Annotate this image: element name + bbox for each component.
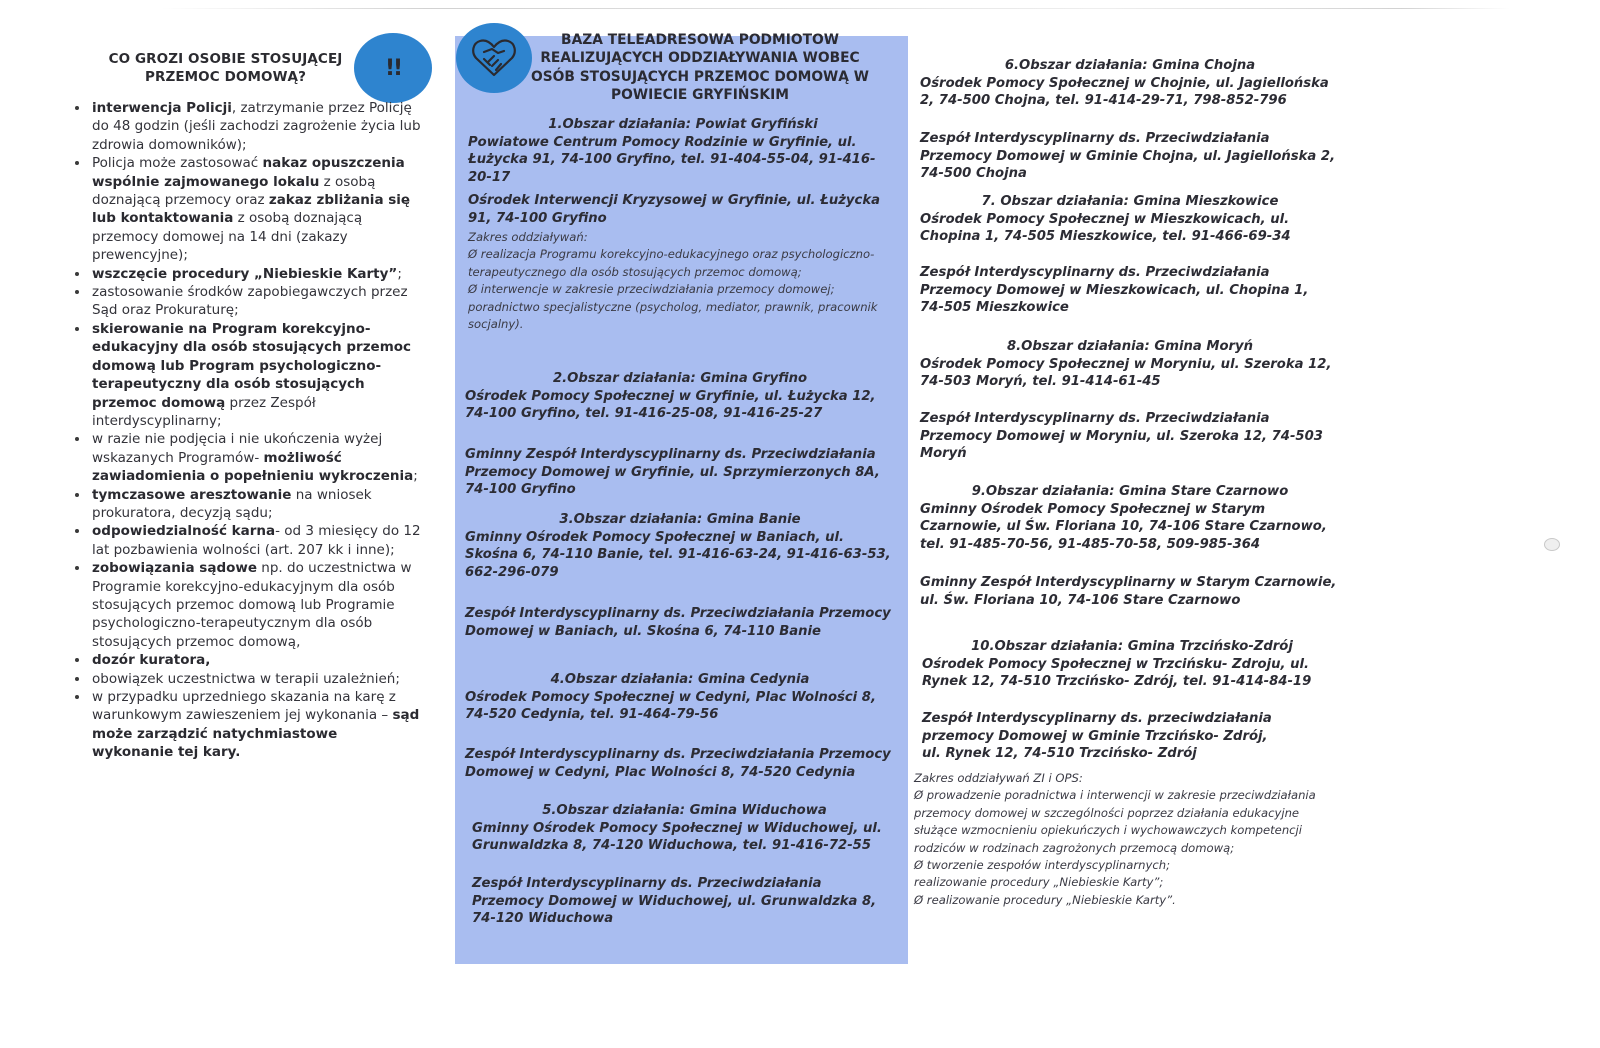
area-1-heading: 1.Obszar działania: Powiat Gryfiński — [548, 117, 818, 132]
area-7-body: Ośrodek Pomocy Społecznej w Mieszkowicach, ul. Chopina 1, 74-505 Mieszkowice, tel. 91-466-69-34 — [920, 211, 1291, 245]
area-8-heading: 8.Obszar działania: Gmina Moryń — [1006, 339, 1254, 354]
scope-item: Ø realizacja Programu korekcyjno-edukacyjnego oraz psychologiczno-terapeutycznego dla osób stosujących przemoc domową; — [468, 247, 875, 279]
area-3-entry — [465, 511, 895, 582]
area-4-body: Ośrodek Pomocy Społecznej w Cedyni, Plac Wolności 8, 74-520 Cedynia, tel. 91-464-79-56 — [465, 689, 876, 723]
team-line: Zespół Interdyscyplinarny ds. przeciwdziałania — [922, 711, 1272, 726]
zi-ops-scope — [914, 770, 1344, 909]
area-4-heading: 4.Obszar działania: Gmina Cedynia — [550, 672, 810, 687]
area-6-body: Ośrodek Pomocy Społecznej w Chojnie, ul. Jagiellońska 2, 74-500 Chojna, tel. 91-414-29-71, 798-852-796 — [920, 75, 1329, 109]
area-1-body: Powiatowe Centrum Pomocy Rodzinie w Gryfinie, ul. Łużycka 91, 74-100 Gryfino, tel. 91-404-55-04, 91-416-20-17 — [468, 134, 876, 186]
threats-list — [70, 99, 422, 762]
list-item: interwencja Policji, zatrzymanie przez Policję do 48 godzin (jeśli zachodzi zagrożenie życia lub zdrowia domowników); — [92, 100, 421, 153]
alert-badge — [354, 33, 432, 103]
area-9-team: Gminny Zespół Interdyscyplinarny w Starym Czarnowie, ul. Św. Floriana 10, 74-106 Stare Czarnowo — [920, 575, 1337, 608]
scope-item: Ø prowadzenie poradnictwa i interwencji w zakresie przeciwdziałania przemocy domowej w szczególności poprzez działania edukacyjne służące wzmocnieniu opiekuńczych i wychowawczych kompetencji rodziców w rodzinach zagrożonych przemocą domową; — [914, 788, 1316, 855]
list-item: Policja może zastosować nakaz opuszczenia wspólnie zajmowanego lokalu z osobą doznającą przemocy oraz zakaz zbliżania się lub kontaktowania z osobą doznającą przemocy domowej na 14 dni (zakazy prewencyjne); — [92, 154, 422, 264]
area-6-entry — [920, 57, 1340, 110]
list-item: dozór kuratora, — [92, 651, 422, 669]
list-item: w przypadku uprzedniego skazania na karę z warunkowym zawieszeniem jej wykonania – sąd może zarządzić natychmiastowe wykonanie tej kary. — [92, 688, 422, 762]
area-1-entry — [468, 116, 898, 187]
team-line: ul. Rynek 12, 74-510 Trzcińsko- Zdrój — [922, 746, 1197, 762]
double-exclamation-icon: !! — [384, 55, 402, 81]
area-3-team: Zespół Interdyscyplinarny ds. Przeciwdziałania Przemocy Domowej w Baniach, ul. Skośna 6, 74-110 Banie — [465, 606, 891, 639]
area-7-team: Zespół Interdyscyplinarny ds. Przeciwdziałania Przemocy Domowej w Mieszkowicach, ul. Chopina 1, 74-505 Mieszkowice — [920, 265, 1309, 316]
area-5-body: Gminny Ośrodek Pomocy Społecznej w Widuchowej, ul. Grunwaldzka 8, 74-120 Widuchowa, tel. 91-416-72-55 — [472, 820, 882, 854]
scope-item: realizowanie procedury „Niebieskie Karty”; — [914, 875, 1164, 890]
scope-item: Ø interwencje w zakresie przeciwdziałania przemocy domowej; poradnictwo specjalistyczne (psycholog, mediator, prawnik, pracownik socjalny). — [468, 282, 878, 332]
directory-title: BAZA TELEADRESOWA PODMIOTOW REALIZUJĄCYCH ODDZIAŁYWANIA WOBEC OSÓB STOSUJĄCYCH PRZEMOC DOMOWĄ W POWIECIE GRYFIŃSKIM — [531, 32, 869, 103]
scope-title: Zakres oddziaływań ZI i OPS: — [914, 771, 1083, 785]
area-6-heading: 6.Obszar działania: Gmina Chojna — [1004, 58, 1256, 73]
area-2-entry — [465, 370, 895, 423]
area-5-heading: 5.Obszar działania: Gmina Widuchowa — [542, 803, 827, 818]
area-10-body: Ośrodek Pomocy Społecznej w Trzcińsku- Zdroju, ul. Rynek 12, 74-510 Trzcińsko- Zdrój, tel. 91-414-84-19 — [922, 656, 1312, 690]
area-8-body: Ośrodek Pomocy Społecznej w Moryniu, ul. Szeroka 12, 74-503 Moryń, tel. 91-414-61-45 — [920, 356, 1332, 390]
list-item: zobowiązania sądowe np. do uczestnictwa w Programie korekcyjno-edukacyjnym dla osób stosujących przemoc domową lub Programie psychologiczno-terapeutycznym dla osób stosujących przemoc domową, — [92, 559, 422, 651]
area-10-team — [922, 710, 1342, 763]
area-2-heading: 2.Obszar działania: Gmina Gryfino — [552, 371, 808, 386]
list-item: odpowiedzialność karna- od 3 miesięcy do 12 lat pozbawienia wolności (art. 207 kk i inne); — [92, 523, 421, 558]
list-item: tymczasowe aresztowanie na wniosek prokuratora, decyzją sądu; — [92, 486, 422, 523]
area-2-team: Gminny Zespół Interdyscyplinarny ds. Przeciwdziałania Przemocy Domowej w Gryfinie, ul. Sprzymierzonych 8A, 74-100 Gryfino — [465, 447, 880, 498]
scan-edge-line — [160, 8, 1510, 9]
scope-item: Ø tworzenie zespołów interdyscyplinarnych; — [914, 858, 1170, 873]
area-10-entry — [922, 638, 1342, 691]
area-8-entry — [920, 338, 1340, 391]
punch-hole-mark — [1544, 538, 1560, 551]
list-item: skierowanie na Program korekcyjno-edukacyjny dla osób stosujących przemoc domową lub Program psychologiczno-terapeutyczny dla osób stosujących przemoc domową przez Zespół interdyscyplinarny; — [92, 320, 422, 430]
area-9-heading: 9.Obszar działania: Gmina Stare Czarnowo — [971, 484, 1289, 499]
area-9-body: Gminny Ośrodek Pomocy Społecznej w Starym Czarnowie, ul Św. Floriana 10, 74-106 Stare Czarnowo, tel. 91-485-70-56, 91-485-70-58, 509-985-364 — [920, 501, 1327, 553]
scope-item: Ø realizowanie procedury „Niebieskie Karty”. — [914, 892, 1176, 907]
list-item: w razie nie podjęcia i nie ukończenia wyżej wskazanych Programów- możliwość zawiadomienia o popełnieniu wykroczenia; — [92, 430, 422, 485]
area-8-team: Zespół Interdyscyplinarny ds. Przeciwdziałania Przemocy Domowej w Moryniu, ul. Szeroka 12, 74-503 Moryń — [920, 411, 1323, 462]
area-1-scope — [468, 229, 898, 333]
area-5-team: Zespół Interdyscyplinarny ds. Przeciwdziałania Przemocy Domowej w Widuchowej, ul. Grunwaldzka 8, 74-120 Widuchowa — [472, 876, 877, 927]
area-3-body: Gminny Ośrodek Pomocy Społecznej w Baniach, ul. Skośna 6, 74-110 Banie, tel. 91-416-63-24, 91-416-63-53, 662-296-079 — [465, 529, 891, 581]
heart-handshake-icon — [470, 37, 518, 79]
area-1-oik: Ośrodek Interwencji Kryzysowej w Gryfinie, ul. Łużycka 91, 74-100 Gryfino — [468, 193, 881, 226]
area-7-entry — [920, 193, 1340, 246]
area-9-entry — [920, 483, 1340, 554]
list-item: zastosowanie środków zapobiegawczych przez Sąd oraz Prokuraturę; — [92, 283, 422, 320]
area-4-team: Zespół Interdyscyplinarny ds. Przeciwdziałania Przemocy Domowej w Cedyni, Plac Wolności 8, 74-520 Cedynia — [465, 747, 891, 780]
area-7-heading: 7. Obszar działania: Gmina Mieszkowice — [981, 194, 1279, 209]
area-3-heading: 3.Obszar działania: Gmina Banie — [559, 512, 801, 527]
threats-title: CO GROZI OSOBIE STOSUJĄCEJ PRZEMOC DOMOWĄ? — [108, 51, 343, 85]
team-line: przemocy Domowej w Gminie Trzcińsko- Zdrój, — [922, 728, 1268, 744]
scope-title: Zakres oddziaływań: — [468, 230, 588, 244]
area-2-body: Ośrodek Pomocy Społecznej w Gryfinie, ul. Łużycka 12, 74-100 Gryfino, tel. 91-416-25-08, 91-416-25-27 — [465, 388, 876, 422]
list-item: obowiązek uczestnictwa w terapii uzależnień; — [92, 670, 422, 688]
area-5-entry — [472, 802, 897, 855]
list-item: wszczęcie procedury „Niebieskie Karty”; — [92, 265, 422, 283]
area-4-entry — [465, 671, 895, 724]
area-6-team: Zespół Interdyscyplinarny ds. Przeciwdziałania Przemocy Domowej w Gminie Chojna, ul. Jagiellońska 2, 74-500 Chojna — [920, 131, 1336, 182]
area-10-heading: 10.Obszar działania: Gmina Trzcińsko-Zdrój — [971, 639, 1293, 654]
